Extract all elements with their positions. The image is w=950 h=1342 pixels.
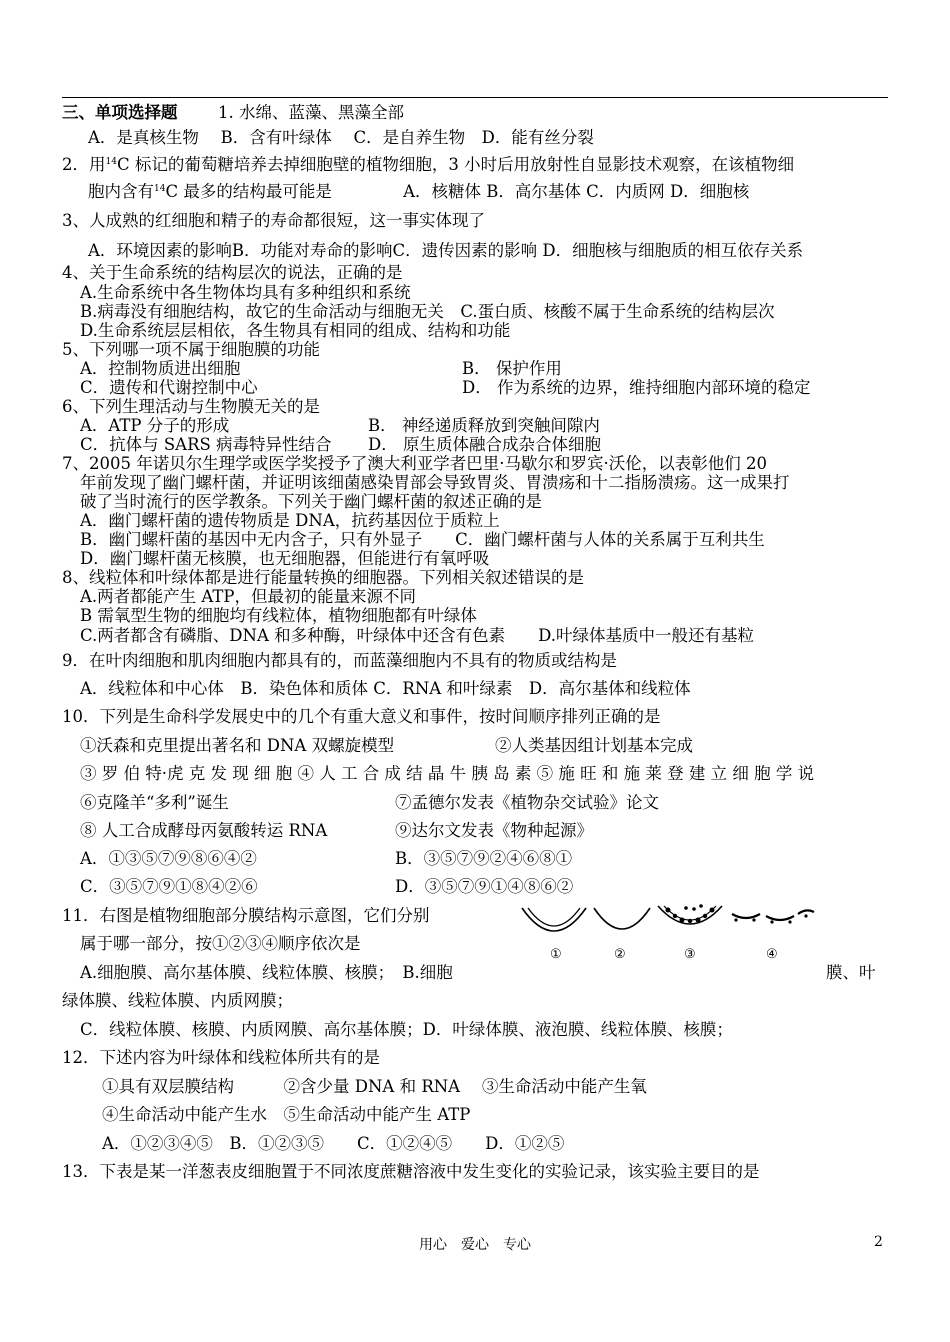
- q10-option-a: A．①③⑤⑦⑨⑧⑥④②: [80, 849, 257, 868]
- q8-option-b: B 需氧型生物的细胞均有线粒体，植物细胞都有叶绿体: [80, 606, 477, 625]
- q8-stem: 8、线粒体和叶绿体都是进行能量转换的细胞器。下列相关叙述错误的是: [62, 568, 584, 587]
- q7-option-a: A．幽门螺杆菌的遗传物质是 DNA，抗药基因位于质粒上: [80, 511, 500, 530]
- q4-stem: 4、关于生命系统的结构层次的说法，正确的是: [62, 263, 403, 282]
- q10-option-d: D．③⑤⑦⑨①④⑧⑥②: [395, 877, 574, 896]
- q1-options: A．是真核生物 B．含有叶绿体 C．是自养生物 D．能有丝分裂: [88, 128, 594, 147]
- fig-label-4: ④: [766, 947, 778, 962]
- q12-items-4-5: ④生命活动中能产生水 ⑤生命活动中能产生 ATP: [102, 1105, 471, 1124]
- q10-items-3-5: ③ 罗 伯 特·虎 克 发 现 细 胞 ④ 人 工 合 成 结 晶 牛 胰 岛 素 ⑤ 施 旺 和 施 莱 登 建 立 细 胞 学 说: [80, 764, 815, 783]
- section-q1-line: [62, 103, 404, 123]
- q6-stem: 6、下列生理活动与生物膜无关的是: [62, 397, 320, 416]
- q5-stem: 5、下列哪一项不属于细胞膜的功能: [62, 340, 320, 359]
- q10-item-7: ⑦孟德尔发表《植物杂交试验》论文: [395, 793, 659, 812]
- q10-item-6: ⑥克隆羊“多利”诞生: [80, 793, 229, 812]
- footer-text: 用心 爱心 专心: [419, 1237, 531, 1253]
- q11-line4: 绿体膜、线粒体膜、内质网膜；: [62, 991, 293, 1010]
- q4-option-a: A.生命系统中各生物体均具有多种组织和系统: [80, 283, 411, 302]
- q9-options: A．线粒体和中心体 B．染色体和质体 C．RNA 和叶绿素 D．高尔基体和线粒体: [80, 679, 691, 698]
- q10-option-b: B．③⑤⑦⑨②④⑥⑧①: [395, 849, 573, 868]
- q4-option-d: D.生命系统层层相依，各生物具有相同的组成、结构和功能: [80, 321, 511, 340]
- q8-option-a: A.两者都能产生 ATP，但最初的能量来源不同: [80, 587, 417, 606]
- q7-option-d: D．幽门螺杆菌无核膜，也无细胞器，但能进行有氧呼吸: [80, 549, 490, 568]
- q7-line1: 7、2005 年诺贝尔生理学或医学奖授予了澳大利亚学者巴里·马歇尔和罗宾·沃伦，以表彰他们 20: [62, 454, 767, 473]
- q11-options-cd: C．线粒体膜、核膜、内质网膜、高尔基体膜；D．叶绿体膜、液泡膜、线粒体膜、核膜；: [80, 1020, 733, 1039]
- q1-stem: 1. 水绵、蓝藻、黑藻全部: [218, 103, 404, 122]
- fig-label-1: ①: [550, 947, 562, 962]
- q9-stem: 9．在叶肉细胞和肌肉细胞内都具有的，而蓝藻细胞内不具有的物质或结构是: [62, 651, 617, 670]
- q10-item-2: ②人类基因组计划基本完成: [495, 736, 693, 755]
- q8-option-cd: C.两者都含有磷脂、DNA 和多种酶，叶绿体中还含有色素 D.叶绿体基质中一般还有基粒: [80, 626, 754, 645]
- membrane-figure: [518, 902, 818, 964]
- q3-stem: 3、人成熟的红细胞和精子的寿命都很短，这一事实体现了: [62, 211, 485, 230]
- membrane-4: [732, 910, 814, 923]
- fig-label-3: ③: [684, 947, 696, 962]
- q12-items-1-3: ①具有双层膜结构 ②含少量 DNA 和 RNA ③生命活动中能产生氧: [102, 1077, 647, 1096]
- q11-option-a: A.细胞膜、高尔基体膜、线粒体膜、核膜； B.细胞: [80, 963, 453, 982]
- q7-line2: 年前发现了幽门螺杆菌，并证明该细菌感染胃部会导致胃炎、胃溃疡和十二指肠溃疡。这一成果打: [80, 473, 790, 492]
- q6-option-c: C．抗体与 SARS 病毒特异性结合: [80, 435, 332, 454]
- membrane-2: [594, 908, 650, 929]
- q5-option-c: C．遗传和代谢控制中心: [80, 378, 258, 397]
- q2-line2: 胞内含有$^{14}$C 最多的结构最可能是 A．核糖体 B．高尔基体 C．内质网 D．细胞核: [88, 182, 750, 201]
- q11-line2: 属于哪一部分，按①②③④顺序依次是: [80, 934, 361, 953]
- q11-line1: 11．右图是植物细胞部分膜结构示意图，它们分别: [62, 906, 430, 925]
- q5-option-d: D． 作为系统的边界，维持细胞内部环境的稳定: [462, 378, 811, 397]
- q10-stem: 10．下列是生命科学发展史中的几个有重大意义和事件，按时间顺序排列正确的是: [62, 707, 661, 726]
- q12-stem: 12．下述内容为叶绿体和线粒体所共有的是: [62, 1048, 380, 1067]
- membrane-3: [658, 904, 722, 924]
- q5-option-b: B． 保护作用: [462, 359, 562, 378]
- q3-options: A．环境因素的影响B．功能对寿命的影响C．遗传因素的影响 D．细胞核与细胞质的相互依存关系: [88, 241, 804, 260]
- q10-option-c: C．③⑤⑦⑨①⑧④②⑥: [80, 877, 258, 896]
- q10-item-8: ⑧ 人工合成酵母丙氨酸转运 RNA: [80, 821, 328, 840]
- header-rule: [62, 97, 888, 98]
- q11-option-b-tail: 膜、叶: [826, 963, 876, 982]
- membrane-diagram: [518, 902, 818, 964]
- q2-line1: 2．用$^{14}$C 标记的葡萄糖培养去掉细胞壁的植物细胞，3 小时后用放射性自显影技术观察，在该植物细: [62, 155, 795, 174]
- fig-label-2: ②: [614, 947, 626, 962]
- q10-item-9: ⑨达尔文发表《物种起源》: [395, 821, 593, 840]
- q6-option-d: D． 原生质体融合成杂合体细胞: [368, 435, 601, 454]
- q12-options: A．①②③④⑤ B．①②③⑤ C．①②④⑤ D．①②⑤: [102, 1134, 565, 1153]
- q5-option-a: A．控制物质进出细胞: [80, 359, 241, 378]
- q6-option-b: B． 神经递质释放到突触间隙内: [368, 416, 600, 435]
- q7-line3: 破了当时流行的医学教条。下列关于幽门螺杆菌的叙述正确的是: [80, 492, 542, 511]
- page-number: 2: [874, 1234, 883, 1250]
- q7-option-bc: B．幽门螺杆菌的基因中无内含子，只有外显子 C．幽门螺杆菌与人体的关系属于互利共生: [80, 530, 765, 549]
- q6-option-a: A．ATP 分子的形成: [80, 416, 230, 435]
- membrane-1: [522, 908, 586, 931]
- q13-stem: 13．下表是某一洋葱表皮细胞置于不同浓度蔗糖溶液中发生变化的实验记录，该实验主要目的是: [62, 1162, 760, 1181]
- q10-item-1: ①沃森和克里提出著名和 DNA 双螺旋模型: [80, 736, 395, 755]
- q4-option-bc: B.病毒没有细胞结构，故它的生命活动与细胞无关 C.蛋白质、核酸不属于生命系统的结构层次: [80, 302, 775, 321]
- section-title: 三、单项选择题: [62, 103, 178, 122]
